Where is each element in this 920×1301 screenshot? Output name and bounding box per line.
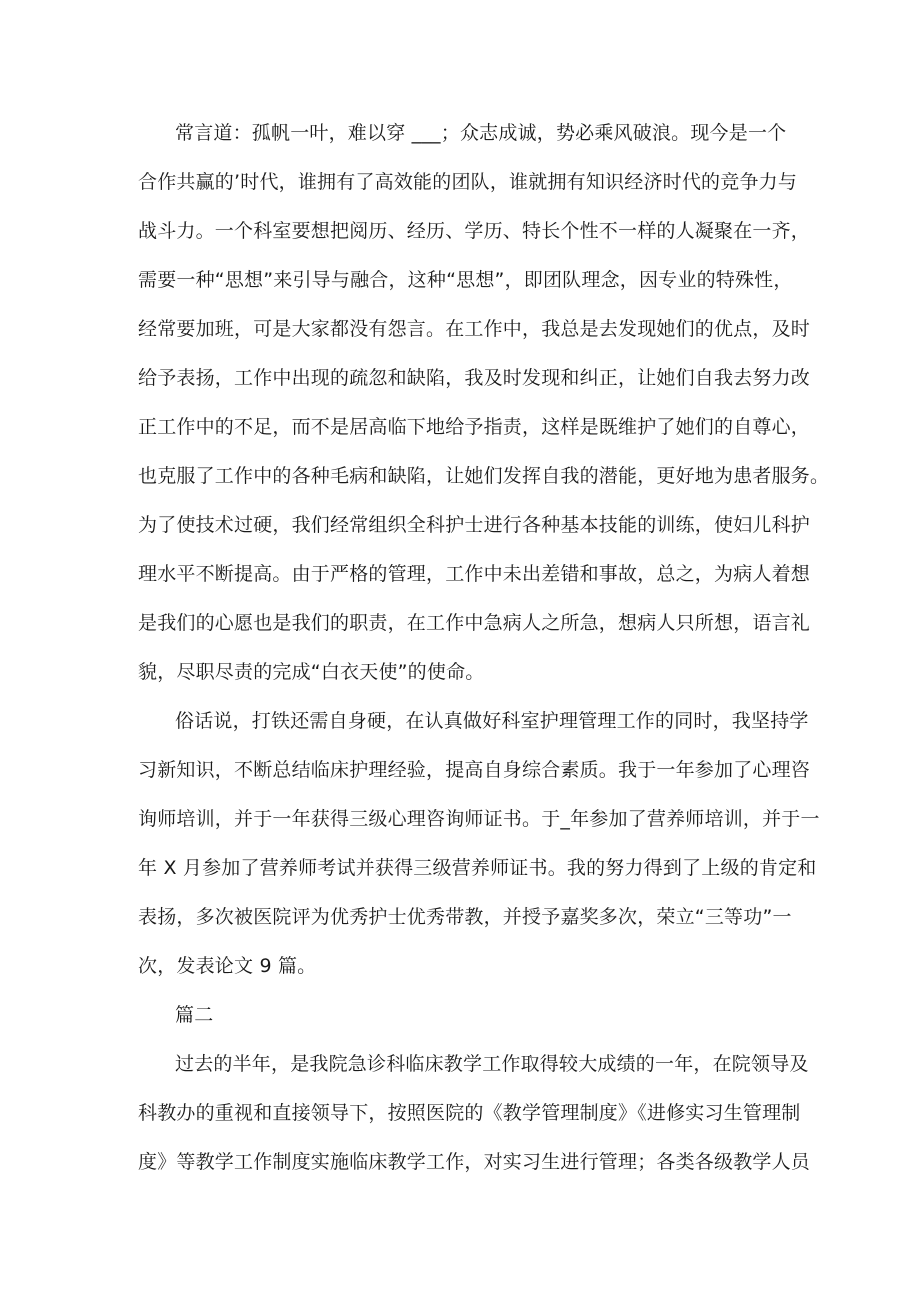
text-line: 过去的半年，是我院急诊科临床教学工作取得较大成绩的一年，在院领导及 xyxy=(175,1053,809,1075)
text-line: 为了使技术过硬，我们经常组织全科护士进行各种基本技能的训练，使妇儿科护 xyxy=(138,514,811,536)
section-heading: 篇二 xyxy=(175,1004,214,1026)
text-line: 询师培训，并于一年获得三级心理咨询师证书。于_年参加了营养师培训，并于一 xyxy=(138,808,820,830)
text-line: 表扬，多次被医院评为优秀护士优秀带教，并授予嘉奖多次，荣立“三等功”一 xyxy=(138,906,792,928)
text-line: 度》等教学工作制度实施临床教学工作，对实习生进行管理；各类各级教学人员 xyxy=(138,1151,811,1173)
text-line: 理水平不断提高。由于严格的管理，工作中未出差错和事故，总之，为病人着想 xyxy=(138,563,811,585)
text-line: 也克服了工作中的各种毛病和缺陷，让她们发挥自我的潜能，更好地为患者服务。 xyxy=(138,465,830,487)
text-line: 战斗力。一个科室要想把阅历、经历、学历、特长个性不一样的人凝聚在一齐， xyxy=(138,220,811,242)
text-line: 科教办的重视和直接领导下，按照医院的《教学管理制度》《进修实习生管理制 xyxy=(138,1102,801,1124)
text-line: 俗话说，打铁还需自身硬，在认真做好科室护理管理工作的同时，我坚持学 xyxy=(175,710,809,732)
text-line: 次，发表论文 9 篇。 xyxy=(138,955,317,977)
text-line: 习新知识，不断总结临床护理经验，提高自身综合素质。我于一年参加了心理咨 xyxy=(138,759,811,781)
text-line: 正工作中的不足，而不是居高临下地给予指责，这样是既维护了她们的自尊心， xyxy=(138,416,811,438)
text-line: 常言道：孤帆一叶，难以穿 ___；众志成诚，势必乘风破浪。现今是一个 xyxy=(175,122,787,144)
text-line: 给予表扬，工作中出现的疏忽和缺陷，我及时发现和纠正，让她们自我去努力改 xyxy=(138,367,811,389)
text-line: 貌，尽职尽责的完成“白衣天使”的使命。 xyxy=(138,661,485,683)
text-line: 年 X 月参加了营养师考试并获得三级营养师证书。我的努力得到了上级的肯定和 xyxy=(138,857,817,879)
text-line: 需要一种“思想”来引导与融合，这种“思想”，即团队理念，因专业的特殊性， xyxy=(138,269,793,291)
text-line: 经常要加班，可是大家都没有怨言。在工作中，我总是去发现她们的优点，及时 xyxy=(138,318,811,340)
text-line: 合作共赢的’时代，谁拥有了高效能的团队，谁就拥有知识经济时代的竞争力与 xyxy=(138,171,798,193)
text-line: 是我们的心愿也是我们的职责，在工作中急病人之所急，想病人只所想，语言礼 xyxy=(138,612,811,634)
